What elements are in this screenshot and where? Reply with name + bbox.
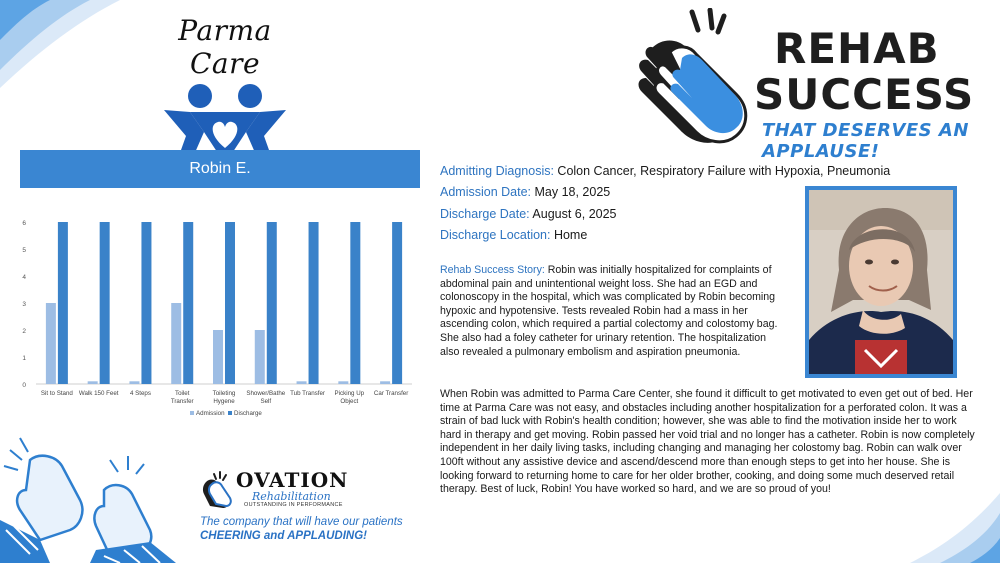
admitting-diagnosis-label: Admitting Diagnosis: xyxy=(440,164,554,178)
discharge-location-label: Discharge Location: xyxy=(440,228,551,242)
admission-date xyxy=(440,185,610,199)
clapping-hands-illustration xyxy=(0,430,180,563)
y-tick-label: 4 xyxy=(22,274,26,281)
legend-label: Discharge xyxy=(234,410,262,417)
discharge-date-value: August 6, 2025 xyxy=(529,207,617,221)
bar-admission xyxy=(46,303,56,384)
bar-admission xyxy=(171,303,181,384)
admitting-diagnosis xyxy=(440,164,890,178)
rehab-word: REHAB xyxy=(774,24,940,73)
admission-date-value: May 18, 2025 xyxy=(531,185,611,199)
x-tick-label-line: Tub Transfer xyxy=(290,390,325,397)
bar-admission xyxy=(380,381,390,384)
x-tick-label xyxy=(374,390,408,397)
bar-discharge xyxy=(267,222,277,384)
y-tick-label: 6 xyxy=(22,220,26,227)
x-tick-label-line: Transfer xyxy=(170,398,194,405)
bar-admission xyxy=(297,381,307,384)
x-tick-label xyxy=(246,390,285,405)
discharge-date-label: Discharge Date: xyxy=(440,207,530,221)
clapping-hands-icon xyxy=(632,8,772,148)
ovation-tagline-1: The company that will have our patients xyxy=(200,516,403,528)
rehab-success-logo xyxy=(632,8,992,162)
bar-discharge xyxy=(58,222,68,384)
corner-swoosh-bottom-right xyxy=(910,493,1000,563)
clapping-hands-icon xyxy=(200,470,236,510)
legend-label: Admission xyxy=(196,410,225,417)
x-tick-label-line: 4 Steps xyxy=(129,390,151,397)
parma-care-logo xyxy=(140,14,310,142)
bar-discharge xyxy=(183,222,193,384)
x-tick-label xyxy=(335,390,365,405)
y-tick-label: 1 xyxy=(22,355,26,362)
y-tick-label: 0 xyxy=(22,382,26,389)
discharge-location-value: Home xyxy=(550,228,588,242)
bar-discharge xyxy=(350,222,360,384)
patient-portrait xyxy=(809,190,953,374)
story-paragraph-1: Robin was initially hospitalized for complaints of abdominal pain and unintentional weight loss. She had an EGD and colonoscopy in the hospital, which was complicated by Robin becoming hypoxic and hypotensive. Tests revealed Robin had a mass in her ascending colon, which required a partial colectomy and colostomy bag. She also had a foley catheter for urinary retention. The hospitalization also revealed a pulmonary embolism and aspiration pneumonia. xyxy=(440,264,778,358)
bar-discharge xyxy=(225,222,235,384)
legend-swatch-admission xyxy=(190,411,194,415)
story-label: Rehab Success Story: xyxy=(440,264,545,276)
y-tick-label: 3 xyxy=(22,301,26,308)
patient-photo xyxy=(805,186,957,378)
legend-swatch-discharge xyxy=(228,411,232,415)
bar-discharge xyxy=(309,222,319,384)
x-tick-label-line: Picking Up xyxy=(334,390,365,397)
bar-admission xyxy=(213,330,223,384)
x-tick-label-line: Self xyxy=(260,398,272,405)
y-tick-label: 2 xyxy=(22,328,26,335)
progress-bar-chart xyxy=(20,200,420,425)
bar-admission xyxy=(88,381,98,384)
x-tick-label-line: Sit to Stand xyxy=(40,390,73,397)
rehab-tagline: THAT DESERVES AN APPLAUSE! xyxy=(762,120,969,162)
x-tick-label xyxy=(290,390,325,397)
parma-care-wordmark: Parma Care xyxy=(178,14,272,80)
admitting-diagnosis-value: Colon Cancer, Respiratory Failure with Hypoxia, Pneumonia xyxy=(553,164,891,178)
ovation-motto: OUTSTANDING IN PERFORMANCE xyxy=(244,502,343,508)
admission-date-label: Admission Date: xyxy=(440,185,532,199)
x-tick-label-line: Walk 150 Feet xyxy=(78,390,119,397)
rehab-success-story xyxy=(440,264,785,359)
discharge-location xyxy=(440,228,587,242)
bar-discharge xyxy=(392,222,402,384)
x-tick-label-line: Toilet xyxy=(174,390,190,397)
bar-admission xyxy=(129,381,139,384)
ovation-logo xyxy=(196,466,406,546)
ovation-tagline-2: CHEERING and APPLAUDING! xyxy=(200,530,367,542)
success-word: SUCCESS xyxy=(754,70,975,119)
bar-admission xyxy=(338,381,348,384)
x-tick-label-line: Toileting xyxy=(212,390,236,397)
discharge-date xyxy=(440,207,617,221)
x-tick-label xyxy=(79,390,119,397)
bar-discharge xyxy=(141,222,151,384)
x-tick-label xyxy=(213,390,236,405)
bar-admission xyxy=(255,330,265,384)
ovation-wordmark: OVATION xyxy=(236,468,349,492)
x-tick-label-line: Hygene xyxy=(213,398,235,405)
x-tick-label xyxy=(41,390,74,397)
chart-title-bar: Robin E. xyxy=(20,150,420,188)
x-tick-label xyxy=(130,390,151,397)
story-paragraph-2: When Robin was admitted to Parma Care Center, she found it difficult to get motivated to even get out of bed. Her time at Parma Care was not easy, and obstacles including another hospitalization for a perforated colon. It was a strain of bad luck with Robin's health condition; however, she was able to find the motivation inside her to work hard in therapy and get moving. Robin passed her void trial and no longer has a catheter. Robin is now completely independent in her daily living tasks, including changing and managing her colostomy bag. Robin can walk over 100ft without any assistive device and ascend/descend more than enough steps to get into her house. She is looking forward to returning home to care for her older brother, cooking, and doing some much deserved retail therapy. Best of luck, Robin! You have worked so hard, and we are so proud of you! xyxy=(440,388,975,496)
corner-swoosh-top-left xyxy=(0,0,120,90)
x-tick-label-line: Car Transfer xyxy=(373,390,409,397)
x-tick-label xyxy=(171,390,194,405)
x-tick-label-line: Shower/Bathe xyxy=(246,390,286,397)
ovation-subtitle: Rehabilitation xyxy=(252,490,331,503)
bar-discharge xyxy=(100,222,110,384)
y-tick-label: 5 xyxy=(22,247,26,254)
x-tick-label-line: Object xyxy=(340,398,359,405)
